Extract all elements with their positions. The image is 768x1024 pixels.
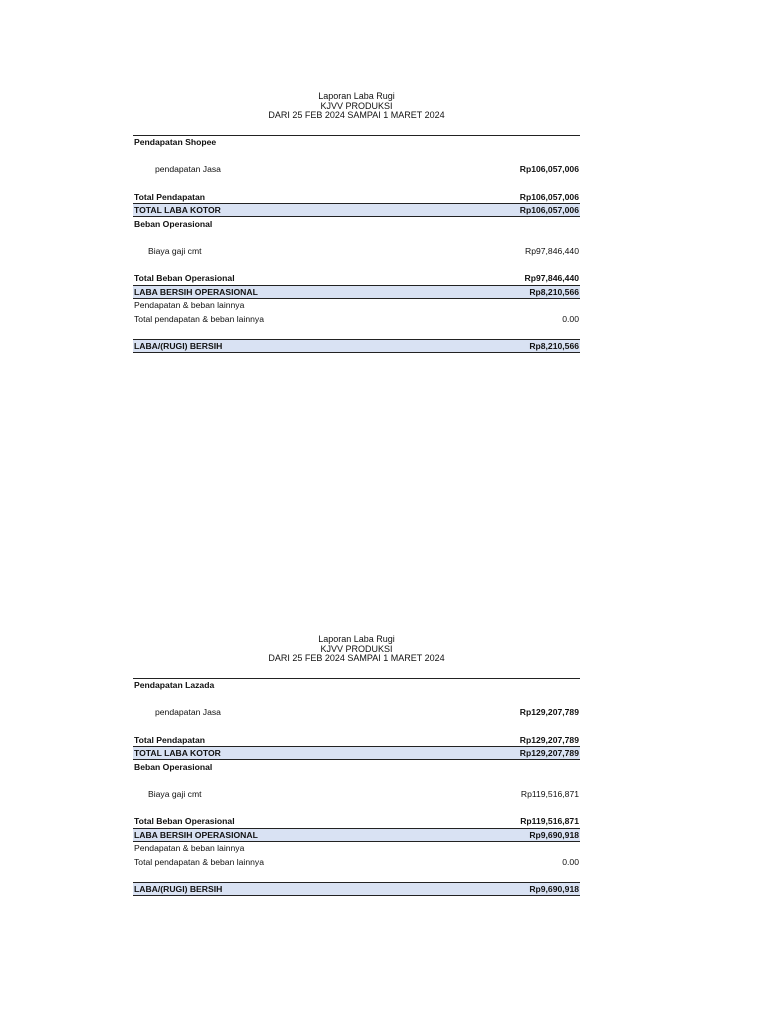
expense-item-label: Biaya gaji cmt [148, 789, 202, 800]
section-income-label: Pendapatan Lazada [134, 680, 215, 691]
op-profit-label: LABA BERSIH OPERASIONAL [134, 829, 258, 840]
total-income-label: Total Pendapatan [134, 191, 205, 202]
section-income-row [133, 679, 580, 693]
income-item-label: pendapatan Jasa [155, 164, 221, 175]
expense-item-amount: Rp119,516,871 [520, 789, 579, 800]
other-label: Pendapatan & beban lainnya [134, 843, 245, 854]
income-item-amount: Rp129,207,789 [519, 707, 579, 718]
income-item-row [133, 706, 580, 720]
income-statement-table [133, 678, 580, 897]
income-item-label: pendapatan Jasa [155, 707, 221, 718]
company-name: KJVV PRODUKSI [320, 643, 393, 654]
spacer [133, 774, 580, 788]
spacer [133, 176, 580, 190]
spacer [133, 231, 580, 245]
total-income-row [133, 733, 580, 747]
report-title: Laporan Laba Rugi [318, 634, 395, 644]
other-total-amount: 0.00 [562, 857, 579, 868]
total-income-amount: Rp106,057,006 [519, 191, 579, 202]
gross-profit-amount: Rp106,057,006 [519, 205, 579, 216]
expense-item-row [133, 787, 580, 801]
op-profit-amount: Rp9,690,918 [529, 829, 579, 840]
report-period: DARI 25 FEB 2024 SAMPAI 1 MARET 2024 [268, 653, 445, 663]
report-title: Laporan Laba Rugi [318, 91, 395, 101]
total-expense-label: Total Beban Operasional [134, 273, 235, 284]
net-profit-label: LABA/(RUGI) BERSIH [134, 341, 223, 352]
gross-profit-row [133, 203, 580, 217]
total-expense-amount: Rp119,516,871 [520, 816, 579, 827]
income-item-row [133, 163, 580, 177]
gross-profit-label: TOTAL LABA KOTOR [134, 205, 221, 216]
other-row [133, 842, 580, 856]
income-statement-table [133, 135, 580, 354]
report-header [133, 635, 580, 664]
other-total-label: Total pendapatan & beban lainnya [134, 857, 264, 868]
spacer [133, 869, 580, 883]
total-expense-row [133, 814, 580, 828]
section-income-label: Pendapatan Shopee [134, 137, 217, 148]
report-lazada [133, 635, 580, 896]
income-item-amount: Rp106,057,006 [519, 164, 579, 175]
spacer [133, 801, 580, 815]
gross-profit-amount: Rp129,207,789 [519, 748, 579, 759]
net-profit-amount: Rp8,210,566 [529, 341, 579, 352]
total-income-amount: Rp129,207,789 [519, 734, 579, 745]
section-income-row [133, 136, 580, 150]
spacer [133, 258, 580, 272]
total-income-row [133, 190, 580, 204]
spacer [133, 326, 580, 340]
op-profit-amount: Rp8,210,566 [529, 286, 579, 297]
section-expense-label: Beban Operasional [134, 218, 213, 229]
op-profit-label: LABA BERSIH OPERASIONAL [134, 286, 258, 297]
report-header [133, 92, 580, 121]
op-profit-row [133, 828, 580, 842]
net-profit-label: LABA/(RUGI) BERSIH [134, 884, 223, 895]
gross-profit-label: TOTAL LABA KOTOR [134, 748, 221, 759]
spacer [133, 149, 580, 163]
net-profit-amount: Rp9,690,918 [529, 884, 579, 895]
net-profit-row [133, 882, 580, 896]
other-total-row [133, 312, 580, 326]
spacer [133, 719, 580, 733]
other-total-amount: 0.00 [562, 314, 579, 325]
other-label: Pendapatan & beban lainnya [134, 300, 245, 311]
report-period: DARI 25 FEB 2024 SAMPAI 1 MARET 2024 [268, 110, 445, 120]
expense-item-label: Biaya gaji cmt [148, 246, 202, 257]
total-expense-row [133, 271, 580, 285]
total-income-label: Total Pendapatan [134, 734, 205, 745]
expense-item-amount: Rp97,846,440 [525, 246, 579, 257]
expense-item-row [133, 244, 580, 258]
total-expense-label: Total Beban Operasional [134, 816, 235, 827]
total-expense-amount: Rp97,846,440 [524, 273, 579, 284]
op-profit-row [133, 285, 580, 299]
spacer [133, 692, 580, 706]
other-total-row [133, 855, 580, 869]
section-expense-row [133, 760, 580, 774]
other-row [133, 299, 580, 313]
net-profit-row [133, 339, 580, 353]
report-shopee [133, 92, 580, 353]
company-name: KJVV PRODUKSI [320, 100, 393, 111]
section-expense-row [133, 217, 580, 231]
other-total-label: Total pendapatan & beban lainnya [134, 314, 264, 325]
section-expense-label: Beban Operasional [134, 761, 213, 772]
gross-profit-row [133, 746, 580, 760]
